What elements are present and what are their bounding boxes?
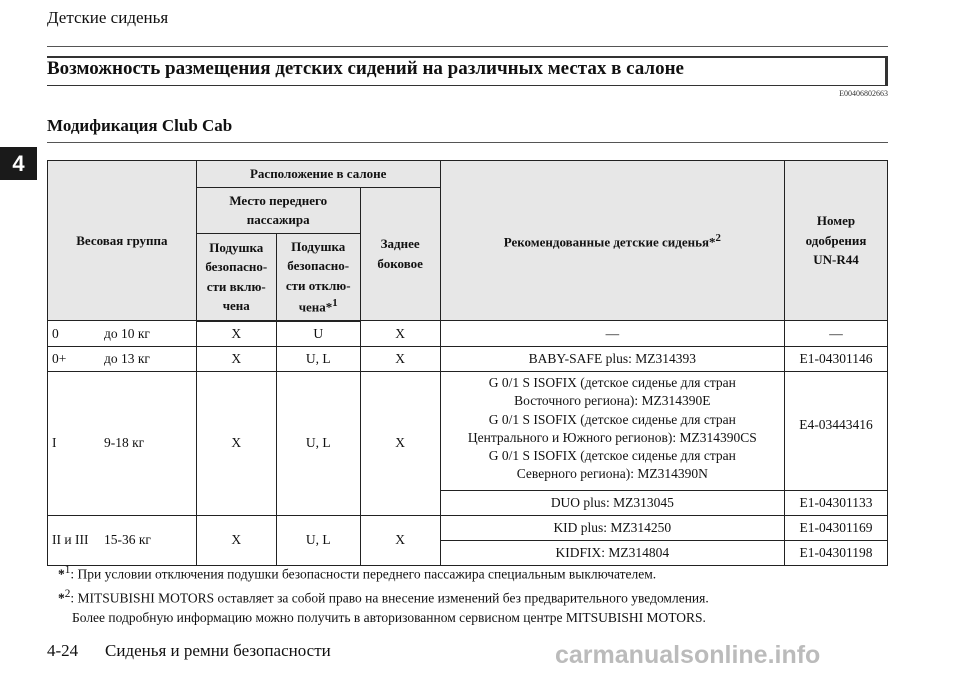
cell-rear: X — [360, 515, 440, 565]
footer-chapter-title: Сиденья и ремни безопасности — [105, 641, 331, 660]
cell-recommended-seat: — — [440, 321, 784, 347]
cell-approval-number: E4-03443416 — [785, 372, 888, 490]
cell-recommended-seat: KIDFIX: MZ314804 — [440, 541, 784, 566]
table-row — [48, 347, 888, 372]
child-seat-table — [47, 160, 888, 566]
chapter-tab: 4 — [0, 147, 37, 180]
cell-recommended-seat: KID plus: MZ314250 — [440, 515, 784, 540]
running-header: Детские сиденья — [47, 8, 169, 27]
weight-range: до 13 кг — [104, 351, 150, 367]
cell-on: X — [196, 372, 276, 516]
cell-rear: X — [360, 372, 440, 516]
footnote-2: *$^2$: MITSUBISHI MOTORS оставляет за собой право на внесение изменений без предварительного уведомления. Более подробную информацию можно получить в авторизованном сервисном центре MITSUBISHI MOTORS. — [58, 588, 709, 625]
cell-approval-number: E1-04301169 — [785, 515, 888, 540]
header-airbag-off: Подушка безопасно- сти отклю- чена*$^1$ — [276, 233, 360, 321]
table-row — [48, 321, 888, 347]
cell-approval-number: E1-04301133 — [785, 490, 888, 515]
cell-off: U — [276, 321, 360, 347]
section-title: Возможность размещения детских сидений на различных местах в салоне — [47, 58, 684, 79]
cell-on: X — [196, 515, 276, 565]
cell-off: U, L — [276, 347, 360, 372]
cell-recommended-seat: BABY-SAFE plus: MZ314393 — [440, 347, 784, 372]
cell-off: U, L — [276, 515, 360, 565]
footnote-1: *$^1$: При условии отключения подушки безопасности переднего пассажира специальным выключателем. — [58, 564, 657, 582]
cell-recommended-seat: DUO plus: MZ313045 — [440, 490, 784, 515]
document-code: E00406802663 — [839, 89, 888, 98]
cell-rear: X — [360, 347, 440, 372]
group-label: II и III — [52, 532, 89, 548]
header-airbag-on: Подушка безопасно- сти вклю- чена — [196, 233, 276, 321]
header-weight-group: Весовая группа — [48, 161, 197, 321]
weight-range: 9-18 кг — [104, 435, 145, 451]
header-location: Расположение в салоне — [196, 161, 440, 188]
cell-weight-group — [48, 372, 197, 516]
cell-rear: X — [360, 321, 440, 347]
cell-approval-number: — — [785, 321, 888, 347]
cell-on: X — [196, 321, 276, 347]
weight-range: до 10 кг — [104, 325, 150, 341]
table-row — [48, 372, 888, 490]
cell-off: U, L — [276, 372, 360, 516]
watermark: carmanualsonline.info — [555, 641, 821, 669]
cell-recommended-seat: G 0/1 S ISOFIX (детское сиденье для стран Восточного региона): MZ314390E G 0/1 S ISOFIX (детское сиденье для стран Центрального и Южного регионов): MZ314390CS G 0/1 S ISOFIX (детское сиденье для стран Северного региона): MZ314390N — [440, 372, 784, 490]
header-recommended: Рекомендованные детские сиденья*$^2$ — [440, 161, 784, 321]
table-row — [48, 515, 888, 540]
group-label: 0+ — [52, 351, 67, 367]
cell-on: X — [196, 347, 276, 372]
header-rear-side: Заднее боковое — [360, 187, 440, 321]
header-approval: Номер одобрения UN-R44 — [785, 161, 888, 321]
cell-weight-group — [48, 347, 197, 372]
subsection-title: Модификация Club Cab — [47, 116, 233, 135]
header-front-passenger: Место переднего пассажира — [196, 187, 360, 233]
cell-weight-group — [48, 515, 197, 565]
cell-weight-group — [48, 321, 197, 347]
cell-approval-number: E1-04301146 — [785, 347, 888, 372]
cell-approval-number: E1-04301198 — [785, 541, 888, 566]
group-label: I — [52, 435, 57, 451]
subsection-divider — [47, 142, 888, 143]
page-number: 4-24 — [47, 641, 79, 660]
group-label: 0 — [52, 325, 59, 341]
header-divider — [47, 46, 888, 47]
weight-range: 15-36 кг — [104, 532, 151, 548]
